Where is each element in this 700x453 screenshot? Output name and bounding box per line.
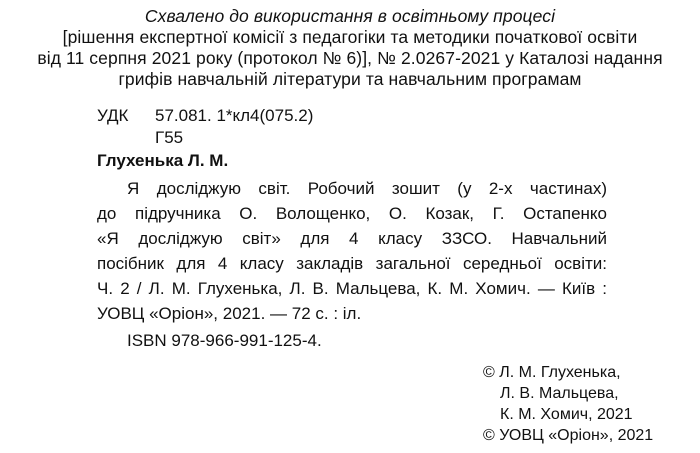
copyright-line: © Л. М. Глухенька,	[483, 364, 621, 381]
copyright-line: © УОВЦ «Оріон», 2021	[483, 427, 654, 444]
copyright-line: Л. В. Мальцева,	[500, 385, 619, 402]
description-line: Я досліджую світ. Робочий зошит (у 2-х частинах)	[127, 179, 607, 198]
copyright-block	[483, 362, 653, 446]
approval-line: від 11 серпня 2021 року (протокол № 6)], № 2.0267-2021 у Каталозі надання	[37, 48, 663, 68]
approval-statement	[0, 6, 700, 90]
description-line: УОВЦ «Оріон», 2021. — 72 с. : іл.	[97, 304, 362, 323]
copyright-line: К. М. Хомич, 2021	[500, 406, 633, 423]
description-line: Ч. 2 / Л. М. Глухенька, Л. В. Мальцева, К. М. Хомич. — Київ :	[97, 279, 607, 298]
udk-code: 57.081. 1*кл4(075.2)	[155, 106, 314, 125]
approval-line: грифів навчальній літератури та навчальним програмам	[118, 69, 582, 89]
author-name: Глухенька Л. М.	[97, 151, 229, 170]
isbn: ISBN 978-966-991-125-4.	[127, 331, 322, 350]
bbk-code: Г55	[155, 128, 184, 147]
description-line: до підручника О. Волощенко, О. Козак, Г. Остапенко	[97, 204, 607, 223]
approval-heading: Схвалено до використання в освітньому процесі	[144, 6, 556, 26]
udk-row	[97, 105, 313, 127]
description-line: «Я досліджую світ» для 4 класу ЗЗСО. Навчальний	[97, 229, 607, 248]
udk-label: УДК	[97, 106, 129, 125]
classification-codes	[97, 105, 313, 149]
description-line: посібник для 4 класу закладів загальної середньої освіти:	[97, 254, 607, 273]
bibliographic-description	[97, 176, 607, 326]
approval-line: [рішення експертної комісії з педагогіки та методики початкової освіти	[62, 27, 638, 47]
